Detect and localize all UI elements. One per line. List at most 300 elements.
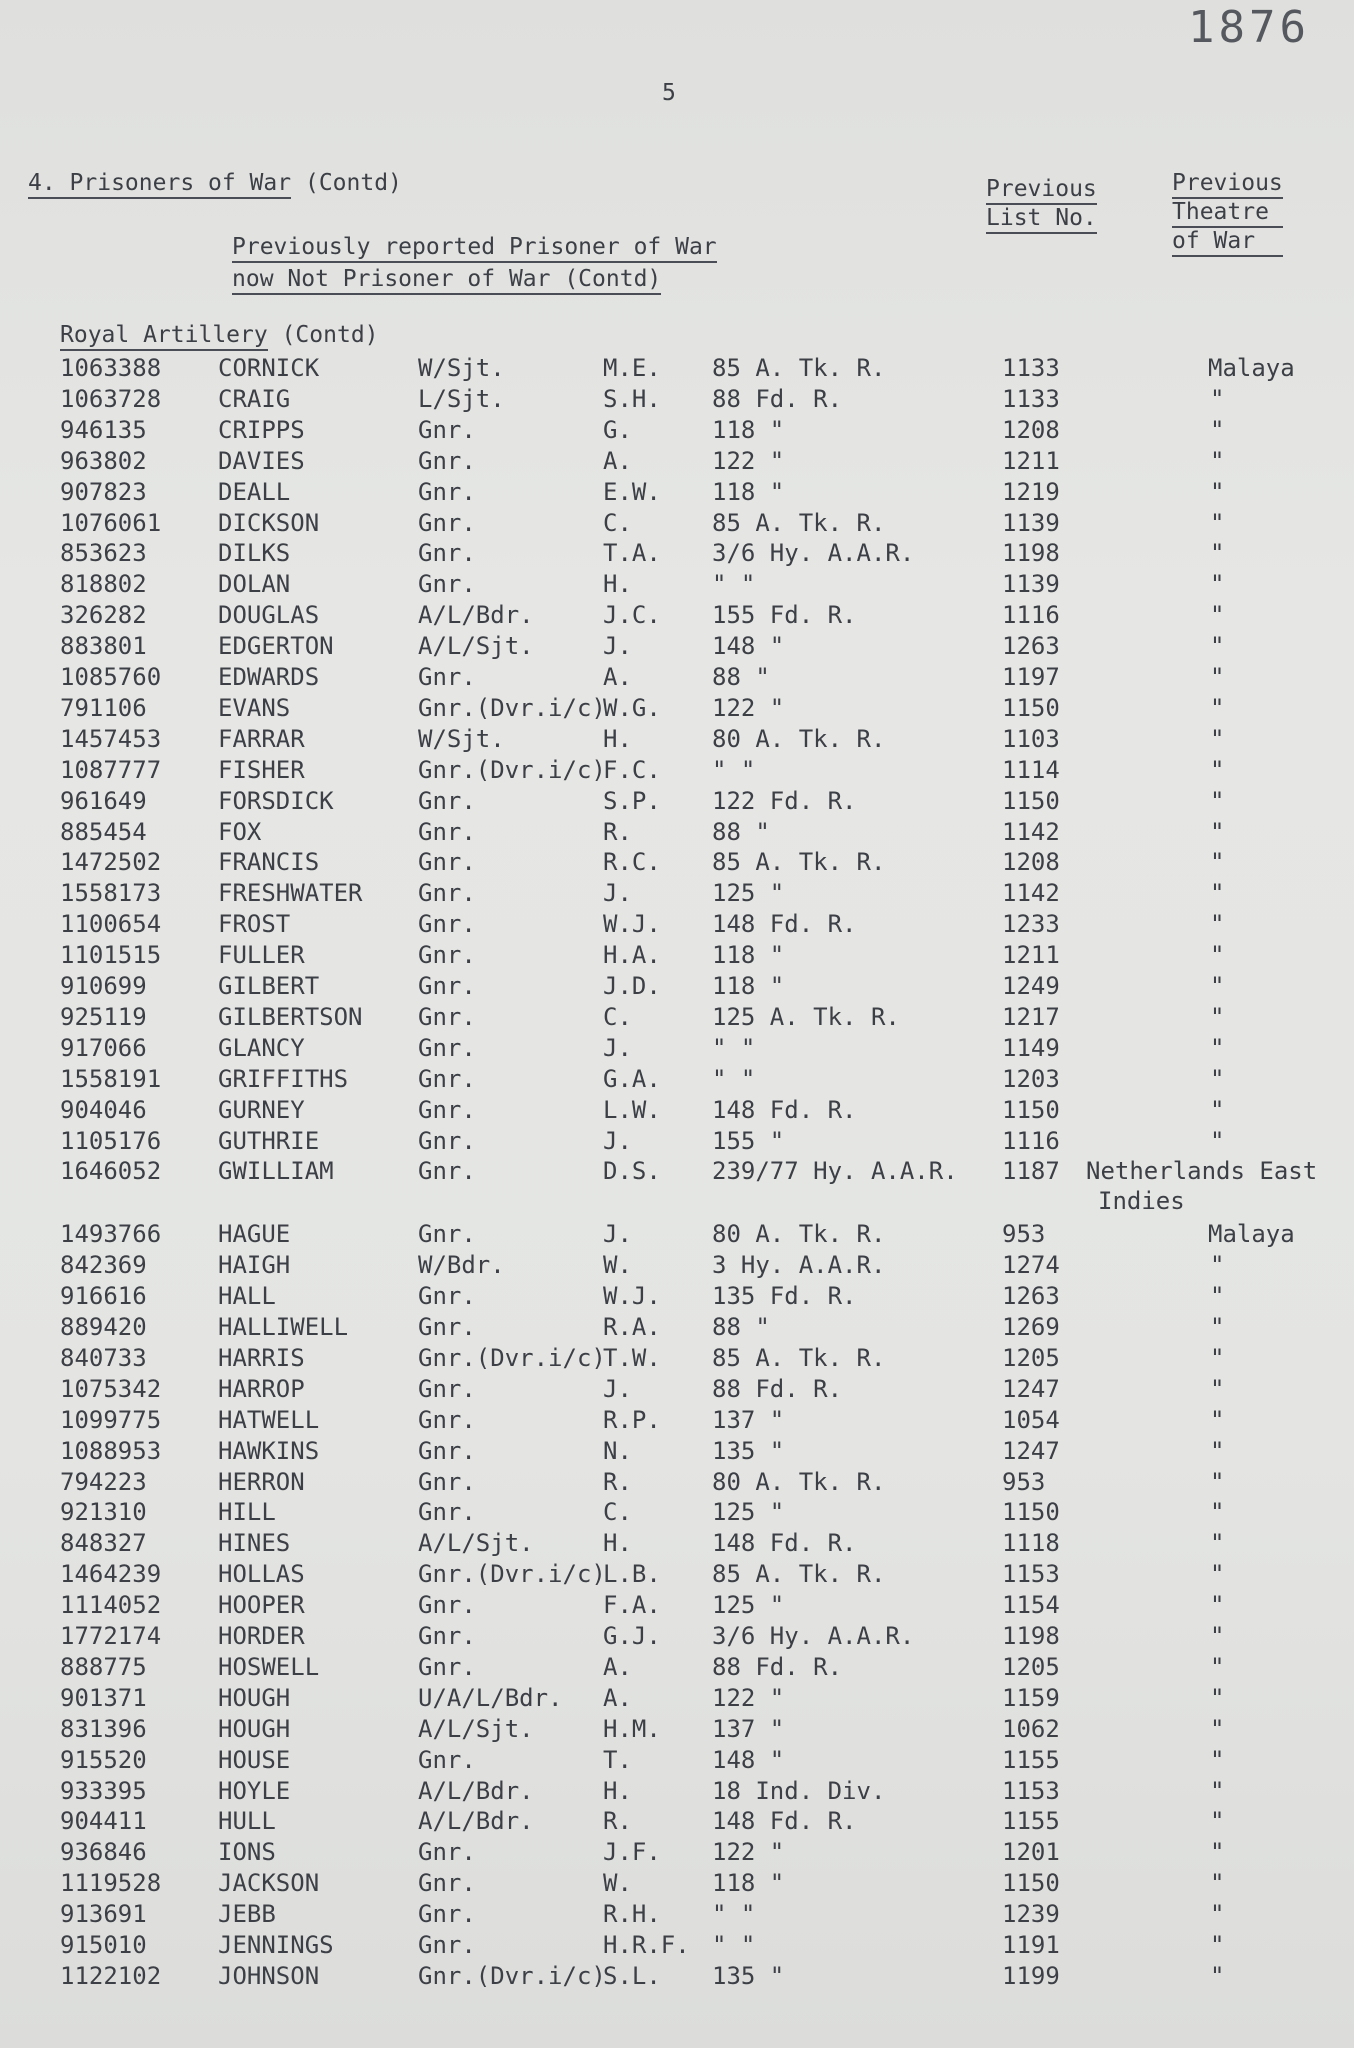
initials: R.	[603, 817, 632, 846]
previous-theatre: "	[1210, 1374, 1225, 1403]
previous-theatre: "	[1210, 477, 1225, 506]
unit: 80 A. Tk. R.	[712, 724, 886, 753]
initials: T.W.	[603, 1343, 661, 1372]
army-number: 1100654	[60, 910, 162, 939]
table-row	[0, 1220, 1354, 1250]
initials: W.G.	[603, 693, 661, 722]
initials: T.A.	[603, 539, 661, 568]
previous-theatre: "	[1210, 446, 1225, 475]
initials: L.W.	[603, 1095, 661, 1124]
initials: C.	[603, 1498, 632, 1527]
previous-list-no: 1116	[1002, 601, 1060, 630]
initials: J.	[603, 1126, 632, 1155]
previous-theatre: "	[1210, 1714, 1225, 1743]
surname: HARRIS	[218, 1343, 305, 1372]
unit: 80 A. Tk. R.	[712, 1220, 886, 1249]
previous-list-no: 1247	[1002, 1374, 1060, 1403]
table-row	[0, 972, 1354, 1002]
surname: GILBERTSON	[218, 1002, 363, 1031]
subheading-line-2: now Not Prisoner of War (Contd)	[232, 266, 661, 292]
previous-list-no: 1142	[1002, 879, 1060, 908]
previous-list-no: 1062	[1002, 1714, 1060, 1743]
previous-list-no: 1191	[1002, 1931, 1060, 1959]
table-row	[0, 539, 1354, 569]
previous-list-no: 1198	[1002, 1622, 1060, 1650]
previous-theatre: "	[1210, 972, 1225, 1000]
rank: Gnr.	[418, 1220, 476, 1249]
army-number: 885454	[60, 817, 147, 846]
previous-theatre: "	[1210, 724, 1225, 753]
army-number: 963802	[60, 446, 147, 475]
army-number: 889420	[60, 1313, 147, 1341]
previous-list-no: 1274	[1002, 1251, 1060, 1280]
initials: J.	[603, 1033, 632, 1062]
initials: R.P.	[603, 1405, 661, 1434]
initials: A.	[603, 446, 632, 475]
previous-theatre: "	[1210, 663, 1225, 691]
table-row	[0, 756, 1354, 786]
previous-list-no: 1114	[1002, 755, 1060, 784]
army-number: 853623	[60, 539, 147, 568]
initials: J.	[603, 1220, 632, 1249]
surname: DEALL	[218, 477, 291, 506]
table-row	[0, 663, 1354, 693]
rank: Gnr.	[418, 1282, 476, 1311]
previous-theatre: "	[1210, 1560, 1225, 1589]
army-number: 916616	[60, 1282, 147, 1311]
initials: A.	[603, 1683, 632, 1712]
previous-theatre: "	[1210, 539, 1225, 568]
rank: Gnr.	[418, 1931, 476, 1959]
initials: C.	[603, 1002, 632, 1031]
previous-list-no: 1116	[1002, 1126, 1060, 1155]
previous-list-no: 1133	[1002, 354, 1060, 382]
previous-list-no: 1155	[1002, 1807, 1060, 1836]
previous-theatre: "	[1210, 848, 1225, 877]
table-row	[0, 1684, 1354, 1714]
previous-list-no: 1133	[1002, 384, 1060, 413]
army-number: 1105176	[60, 1126, 162, 1155]
previous-theatre: "	[1210, 1529, 1225, 1558]
unit: 155 Fd. R.	[712, 601, 857, 630]
army-number: 904411	[60, 1807, 147, 1836]
unit: 88 Fd. R.	[712, 1652, 843, 1681]
surname: JOHNSON	[218, 1961, 320, 1990]
army-number: 883801	[60, 632, 147, 661]
rank: Gnr.	[418, 1467, 476, 1496]
surname: DAVIES	[218, 446, 305, 475]
previous-theatre: "	[1210, 570, 1225, 599]
rank: Gnr.	[418, 570, 476, 599]
table-row	[0, 1838, 1354, 1868]
rank: Gnr.	[418, 663, 476, 691]
previous-list-no: 1205	[1002, 1652, 1060, 1681]
unit: 125 A. Tk. R.	[712, 1002, 900, 1031]
unit: 85 A. Tk. R.	[712, 508, 886, 537]
rank: Gnr.	[418, 1126, 476, 1155]
surname: FRANCIS	[218, 848, 320, 877]
surname: HALL	[218, 1282, 276, 1311]
unit: 148 Fd. R.	[712, 1807, 857, 1836]
surname: JEBB	[218, 1900, 276, 1929]
rank: Gnr.	[418, 1374, 476, 1403]
initials: C.	[603, 508, 632, 537]
initials: H.	[603, 1529, 632, 1558]
table-row	[0, 1344, 1354, 1374]
previous-theatre: "	[1210, 632, 1225, 661]
previous-list-no: 953	[1002, 1467, 1046, 1496]
table-row	[0, 694, 1354, 724]
surname: HOUSE	[218, 1745, 291, 1774]
army-number: 1558173	[60, 879, 162, 908]
initials: G.A.	[603, 1064, 661, 1093]
surname: HERRON	[218, 1467, 305, 1496]
unit: 118 "	[712, 415, 785, 444]
rank: Gnr.	[418, 539, 476, 568]
rank: L/Sjt.	[418, 384, 505, 413]
previous-list-no: 1150	[1002, 1869, 1060, 1898]
table-row	[0, 1065, 1354, 1095]
unit: 85 A. Tk. R.	[712, 1343, 886, 1372]
unit: 135 Fd. R.	[712, 1282, 857, 1311]
table-row	[0, 1715, 1354, 1745]
previous-list-no: 1154	[1002, 1591, 1060, 1620]
table-row	[0, 1375, 1354, 1405]
army-number: 1772174	[60, 1622, 162, 1650]
surname: GRIFFITHS	[218, 1064, 349, 1093]
initials: W.	[603, 1251, 632, 1280]
unit: 155 "	[712, 1126, 785, 1155]
surname: HAIGH	[218, 1251, 291, 1280]
army-number: 961649	[60, 786, 147, 815]
previous-theatre: "	[1210, 1745, 1225, 1774]
initials: G.J.	[603, 1622, 661, 1650]
previous-list-no: 1187	[1002, 1157, 1060, 1186]
previous-list-no: 1263	[1002, 632, 1060, 661]
unit: " "	[712, 570, 756, 599]
table-row	[0, 848, 1354, 878]
army-number: 1063728	[60, 384, 162, 413]
column-header-previous-theatre: Previous Theatre of War	[1172, 170, 1283, 257]
initials: F.A.	[603, 1591, 661, 1620]
unit: " "	[712, 1900, 756, 1929]
previous-list-no: 1211	[1002, 941, 1060, 970]
surname: HOLLAS	[218, 1560, 305, 1589]
unit: 148 Fd. R.	[712, 1095, 857, 1124]
rank: W/Sjt.	[418, 354, 505, 382]
surname: HORDER	[218, 1622, 305, 1650]
previous-list-no: 1269	[1002, 1313, 1060, 1341]
unit: 118 "	[712, 1869, 785, 1898]
army-number: 888775	[60, 1652, 147, 1681]
army-number: 1085760	[60, 663, 162, 691]
previous-list-no: 1233	[1002, 910, 1060, 939]
previous-list-no: 1249	[1002, 972, 1060, 1000]
rank: Gnr.	[418, 848, 476, 877]
previous-list-no: 1150	[1002, 693, 1060, 722]
table-row	[0, 354, 1354, 384]
rank: Gnr.	[418, 1900, 476, 1929]
initials: A.	[603, 1652, 632, 1681]
unit: 88 Fd. R.	[712, 1374, 843, 1403]
army-number: 946135	[60, 415, 147, 444]
table-row	[0, 818, 1354, 848]
surname: DILKS	[218, 539, 291, 568]
previous-theatre: "	[1210, 879, 1225, 908]
table-row	[0, 1777, 1354, 1807]
rank: W/Sjt.	[418, 724, 505, 753]
unit: 239/77 Hy. A.A.R.	[712, 1157, 958, 1186]
rank: Gnr.	[418, 1838, 476, 1867]
army-number: 936846	[60, 1838, 147, 1867]
rank: Gnr.(Dvr.i/c)	[418, 1961, 606, 1990]
table-row	[0, 725, 1354, 755]
rank: Gnr.	[418, 817, 476, 846]
rank: Gnr.	[418, 941, 476, 970]
unit: 118 "	[712, 477, 785, 506]
previous-theatre: "	[1210, 1002, 1225, 1031]
rank: A/L/Bdr.	[418, 601, 534, 630]
army-number: 915520	[60, 1745, 147, 1774]
unit: " "	[712, 1064, 756, 1093]
unit: 122 "	[712, 1838, 785, 1867]
initials: J.C.	[603, 601, 661, 630]
surname: FARRAR	[218, 724, 305, 753]
table-row	[0, 478, 1354, 508]
rank: W/Bdr.	[418, 1251, 505, 1280]
rank: Gnr.(Dvr.i/c)	[418, 755, 606, 784]
unit: 148 "	[712, 632, 785, 661]
previous-theatre: "	[1210, 1652, 1225, 1681]
army-number: 840733	[60, 1343, 147, 1372]
previous-list-no: 1103	[1002, 724, 1060, 753]
surname: FULLER	[218, 941, 305, 970]
surname: IONS	[218, 1838, 276, 1867]
unit: 148 Fd. R.	[712, 910, 857, 939]
table-row	[0, 910, 1354, 940]
previous-theatre: "	[1210, 817, 1225, 846]
initials: H.	[603, 1776, 632, 1805]
previous-list-no: 1197	[1002, 663, 1060, 691]
surname: EDGERTON	[218, 632, 334, 661]
surname: DOUGLAS	[218, 601, 320, 630]
army-number: 1101515	[60, 941, 162, 970]
previous-theatre: "	[1210, 1313, 1225, 1341]
previous-theatre: "	[1210, 1900, 1225, 1929]
table-row	[0, 1157, 1354, 1216]
rank: A/L/Sjt.	[418, 632, 534, 661]
table-row	[0, 1653, 1354, 1683]
unit: 3/6 Hy. A.A.R.	[712, 1622, 915, 1650]
unit: 135 "	[712, 1961, 785, 1990]
unit: " "	[712, 1931, 756, 1959]
previous-theatre: "	[1210, 508, 1225, 537]
previous-list-no: 953	[1002, 1220, 1046, 1249]
army-number: 831396	[60, 1714, 147, 1743]
table-row	[0, 385, 1354, 415]
previous-theatre: "	[1210, 1776, 1225, 1805]
army-number: 913691	[60, 1900, 147, 1929]
rank: Gnr.	[418, 1652, 476, 1681]
unit: 125 "	[712, 1591, 785, 1620]
rank: A/L/Sjt.	[418, 1714, 534, 1743]
previous-list-no: 1153	[1002, 1776, 1060, 1805]
rank: Gnr.	[418, 1033, 476, 1062]
table-row	[0, 879, 1354, 909]
table-row	[0, 1900, 1354, 1930]
table-row	[0, 1406, 1354, 1436]
unit: 3/6 Hy. A.A.R.	[712, 539, 915, 568]
army-number: 1464239	[60, 1560, 162, 1589]
rank: Gnr.	[418, 1064, 476, 1093]
surname: HOYLE	[218, 1776, 291, 1805]
table-row	[0, 1931, 1354, 1961]
army-number: 1472502	[60, 848, 162, 877]
initials: H.	[603, 570, 632, 599]
previous-theatre: "	[1210, 1343, 1225, 1372]
rank: Gnr.	[418, 446, 476, 475]
rank: Gnr.	[418, 477, 476, 506]
surname: GWILLIAM	[218, 1157, 334, 1186]
rank: Gnr.	[418, 1622, 476, 1650]
previous-theatre: "	[1210, 415, 1225, 444]
unit: 88 "	[712, 817, 770, 846]
previous-list-no: 1201	[1002, 1838, 1060, 1867]
surname: GUTHRIE	[218, 1126, 320, 1155]
initials: R.A.	[603, 1313, 661, 1341]
previous-theatre-continued: Indies	[1098, 1187, 1185, 1216]
unit: 80 A. Tk. R.	[712, 1467, 886, 1496]
previous-list-no: 1149	[1002, 1033, 1060, 1062]
surname: CRIPPS	[218, 415, 305, 444]
surname: GLANCY	[218, 1033, 305, 1062]
surname: HULL	[218, 1807, 276, 1836]
rank: Gnr.	[418, 1436, 476, 1465]
previous-list-no: 1054	[1002, 1405, 1060, 1434]
subheading-line-1: Previously reported Prisoner of War	[232, 234, 717, 260]
initials: J.D.	[603, 972, 661, 1000]
previous-list-no: 1203	[1002, 1064, 1060, 1093]
army-number: 794223	[60, 1467, 147, 1496]
rank: A/L/Sjt.	[418, 1529, 534, 1558]
previous-theatre: "	[1210, 601, 1225, 630]
unit: 18 Ind. Div.	[712, 1776, 886, 1805]
table-row	[0, 1591, 1354, 1621]
unit: 137 "	[712, 1405, 785, 1434]
army-number: 1063388	[60, 354, 162, 382]
table-row	[0, 447, 1354, 477]
previous-list-no: 1205	[1002, 1343, 1060, 1372]
rank: Gnr.	[418, 1869, 476, 1898]
table-row	[0, 1746, 1354, 1776]
rank: U/A/L/Bdr.	[418, 1683, 563, 1712]
unit: 118 "	[712, 972, 785, 1000]
army-number: 925119	[60, 1002, 147, 1031]
table-row	[0, 1096, 1354, 1126]
previous-theatre: "	[1210, 910, 1225, 939]
unit: 85 A. Tk. R.	[712, 354, 886, 382]
initials: H.R.F.	[603, 1931, 690, 1959]
army-number: 1457453	[60, 724, 162, 753]
previous-theatre: "	[1210, 1807, 1225, 1836]
rank: Gnr.(Dvr.i/c)	[418, 1343, 606, 1372]
initials: J.F.	[603, 1838, 661, 1867]
previous-list-no: 1153	[1002, 1560, 1060, 1589]
table-row	[0, 941, 1354, 971]
initials: S.P.	[603, 786, 661, 815]
previous-list-no: 1198	[1002, 539, 1060, 568]
initials: J.	[603, 879, 632, 908]
initials: W.	[603, 1869, 632, 1898]
army-number: 1087777	[60, 755, 162, 784]
unit: 85 A. Tk. R.	[712, 1560, 886, 1589]
previous-list-no: 1150	[1002, 1498, 1060, 1527]
initials: D.S.	[603, 1157, 661, 1186]
army-number: 1088953	[60, 1436, 162, 1465]
previous-theatre: "	[1210, 1838, 1225, 1867]
previous-theatre: "	[1210, 1869, 1225, 1898]
previous-theatre: Netherlands East	[1086, 1157, 1318, 1186]
initials: N.	[603, 1436, 632, 1465]
initials: M.E.	[603, 354, 661, 382]
previous-theatre: "	[1210, 1961, 1225, 1990]
unit: 3 Hy. A.A.R.	[712, 1251, 886, 1280]
army-number: 915010	[60, 1931, 147, 1959]
surname: CORNICK	[218, 354, 320, 382]
previous-theatre: "	[1210, 1622, 1225, 1650]
initials: L.B.	[603, 1560, 661, 1589]
surname: CRAIG	[218, 384, 291, 413]
army-number: 907823	[60, 477, 147, 506]
previous-theatre: "	[1210, 1931, 1225, 1959]
previous-theatre: "	[1210, 1282, 1225, 1311]
previous-theatre: "	[1210, 1436, 1225, 1465]
army-number: 842369	[60, 1251, 147, 1280]
surname: GURNEY	[218, 1095, 305, 1124]
previous-list-no: 1219	[1002, 477, 1060, 506]
surname: HAGUE	[218, 1220, 291, 1249]
previous-theatre: "	[1210, 1095, 1225, 1124]
previous-theatre: Malaya	[1208, 1220, 1295, 1249]
table-row	[0, 601, 1354, 631]
previous-list-no: 1159	[1002, 1683, 1060, 1712]
previous-theatre: "	[1210, 693, 1225, 722]
previous-theatre: "	[1210, 1251, 1225, 1280]
surname: FRESHWATER	[218, 879, 363, 908]
initials: H.M.	[603, 1714, 661, 1743]
table-row	[0, 1034, 1354, 1064]
previous-theatre: "	[1210, 384, 1225, 413]
folio-number: 1876	[1188, 2, 1310, 53]
army-number: 921310	[60, 1498, 147, 1527]
previous-list-no: 1211	[1002, 446, 1060, 475]
army-number: 791106	[60, 693, 147, 722]
unit: 122 Fd. R.	[712, 786, 857, 815]
initials: R.	[603, 1807, 632, 1836]
previous-theatre: "	[1210, 1683, 1225, 1712]
section-title-suffix: (Contd)	[304, 170, 402, 196]
table-row	[0, 1127, 1354, 1157]
previous-theatre: "	[1210, 1033, 1225, 1062]
table-row	[0, 1560, 1354, 1590]
table-row	[0, 1003, 1354, 1033]
surname: DICKSON	[218, 508, 320, 537]
table-row	[0, 1622, 1354, 1652]
unit: 88 "	[712, 663, 770, 691]
surname: FOX	[218, 817, 262, 846]
rank: Gnr.	[418, 1405, 476, 1434]
unit: " "	[712, 755, 756, 784]
